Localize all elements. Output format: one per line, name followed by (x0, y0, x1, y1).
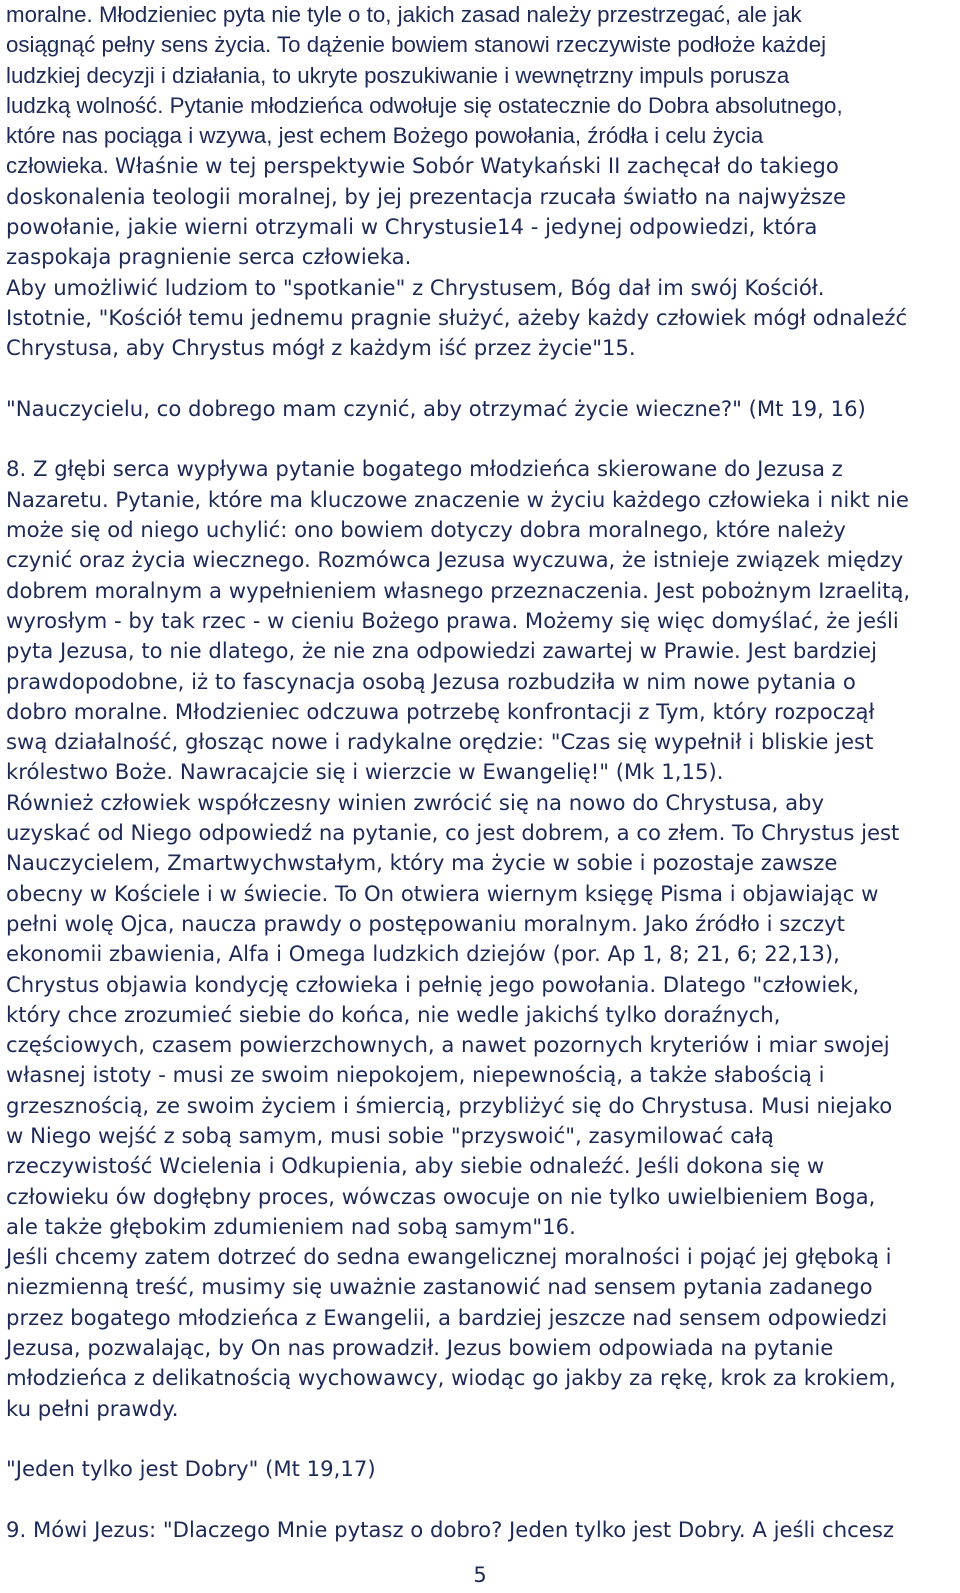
text-span: doskonalenia teologii moralnej, by jej prezentacja rzucała światło na najwyższe (6, 183, 847, 209)
text-span: zaspokaja pragnienie serca człowieka. (6, 244, 412, 270)
text-line (6, 30, 950, 60)
paragraph-block-1 (6, 0, 950, 364)
text-line: pyta Jezusa, to nie dlatego, że nie zna odpowiedzi zawartej w Prawie. Jest bardziej (6, 638, 877, 664)
text-line: pełni wolę Ojca, naucza prawdy o postępowaniu moralnym. Jako źródło i szczyt (6, 910, 845, 936)
text-line: własnej istoty - musi ze swoim niepokojem, niepewnością, a także słabością i (6, 1062, 825, 1088)
text-line: dobrem moralnym a wypełnieniem własnego przeznaczenia. Jest pobożnym Izraelitą, (6, 577, 911, 603)
text-span: ludzką wolność. Pytanie młodzieńca odwołuje się ostatecznie do Dobra absolutnego, (6, 92, 843, 118)
text-line (6, 333, 950, 363)
blank-line (6, 364, 950, 394)
text-span: Aby umożliwić ludziom to "spotkanie" z Chrystusem, Bóg dał im swój Kościół. (6, 274, 825, 300)
text-line: przez bogatego młodzieńca z Ewangelii, a bardziej jeszcze nad sensem odpowiedzi (6, 1304, 888, 1330)
text-line: uzyskać od Niego odpowiedź na pytanie, co jest dobrem, a co złem. To Chrystus jest (6, 820, 900, 846)
text-line (6, 242, 950, 272)
text-line: rzeczywistość Wcielenia i Odkupienia, aby siebie odnaleźć. Jeśli dokona się w (6, 1153, 825, 1179)
text-line: Również człowiek współczesny winien zwrócić się na nowo do Chrystusa, aby (6, 789, 825, 815)
text-line: ku pełni prawdy. (6, 1395, 179, 1421)
text-line: obecny w Kościele i w świecie. To On otwiera wiernym księgę Pisma i objawiając w (6, 880, 879, 906)
text-line: ale także głębokim zdumieniem nad sobą samym"16. (6, 1213, 576, 1239)
text-span: które nas pociąga i wzywa, jest echem Bożego powołania, źródła i celu życia (6, 123, 764, 149)
text-line (6, 151, 950, 181)
text-span: powołanie, jakie wierni otrzymali w Chrystusie14 - jedynej odpowiedzi, która (6, 214, 818, 240)
text-line: czynić oraz życia wiecznego. Rozmówca Jezusa wyczuwa, że istnieje związek między (6, 547, 904, 573)
text-line: grzesznością, ze swoim życiem i śmiercią, przybliżyć się do Chrystusa. Musi niejako (6, 1092, 893, 1118)
page-number: 5 (473, 1563, 487, 1587)
text-span: Właśnie w tej perspektywie Sobór Watykański II zachęcał do takiego (115, 153, 839, 179)
text-line (6, 303, 950, 333)
blank-line (6, 1424, 950, 1454)
text-line: w Niego wejść z sobą samym, musi sobie "przyswoić", zasymilować całą (6, 1122, 774, 1148)
text-span: Chrystusa, aby Chrystus mógł z każdym iść przez życie"15. (6, 335, 636, 361)
scripture-quote-heading-2: "Jeden tylko jest Dobry" (Mt 19,17) (6, 1456, 376, 1482)
text-line: wyrosłym - by tak rzec - w cieniu Bożego prawa. Możemy się więc domyślać, że jeśli (6, 607, 899, 633)
text-line: Nauczycielem, Zmartwychwstałym, który ma życie w sobie i pozostaje zawsze (6, 850, 838, 876)
text-line: Chrystus objawia kondycję człowieka i pełnię jego powołania. Dlatego "człowiek, (6, 971, 860, 997)
text-line: ekonomii zbawienia, Alfa i Omega ludzkich dziejów (por. Ap 1, 8; 21, 6; 22,13), (6, 941, 840, 967)
paragraph-9-first-line: 9. Mówi Jezus: "Dlaczego Mnie pytasz o dobro? Jeden tylko jest Dobry. A jeśli chcesz (6, 1516, 894, 1542)
text-line: który chce zrozumieć siebie do końca, nie wedle jakichś tylko doraźnych, (6, 1001, 781, 1027)
blank-line (6, 1485, 950, 1515)
text-span: ludzkiej decyzji i działania, to ukryte poszukiwanie i wewnętrzny impuls porusza (6, 62, 790, 88)
text-line: 8. Z głębi serca wypływa pytanie bogatego młodzieńca skierowane do Jezusa z (6, 456, 843, 482)
document-page (6, 0, 950, 1545)
text-line: niezmienną treść, musimy się uważnie zastanowić nad sensem pytania zadanego (6, 1274, 873, 1300)
text-line: Jezusa, pozwalając, by On nas prowadził. Jezus bowiem odpowiada na pytanie (6, 1335, 834, 1361)
text-line: Jeśli chcemy zatem dotrzeć do sedna ewangelicznej moralności i pojąć jej głęboką i (6, 1244, 892, 1270)
text-line (6, 61, 950, 91)
text-span: człowieka. (6, 153, 116, 179)
text-line (6, 273, 950, 303)
text-line: może się od niego uchylić: ono bowiem dotyczy dobra moralnego, które należy (6, 517, 846, 543)
text-span: moralne. Młodzieniec pyta nie tyle o to, jakich zasad należy przestrzegać, ale jak (6, 2, 802, 27)
text-line: młodzieńca z delikatnością wychowawcy, wiodąc go jakby za rękę, krok za krokiem, (6, 1365, 896, 1391)
text-line: częściowych, czasem powierzchownych, a nawet pozornych kryteriów i miar swojej (6, 1032, 890, 1058)
text-line (6, 121, 950, 151)
scripture-quote-heading-1: "Nauczycielu, co dobrego mam czynić, aby otrzymać życie wieczne?" (Mt 19, 16) (6, 395, 866, 421)
text-line (6, 91, 950, 121)
blank-line (6, 424, 950, 454)
text-line: królestwo Boże. Nawracajcie się i wierzcie w Ewangelię!" (Mk 1,15). (6, 759, 724, 785)
text-span: Istotnie, "Kościół temu jednemu pragnie służyć, ażeby każdy człowiek mógł odnaleźć (6, 304, 908, 330)
text-line (6, 182, 950, 212)
text-line: człowieku ów dogłębny proces, wówczas owocuje on nie tylko uwielbieniem Boga, (6, 1183, 876, 1209)
text-line: Nazaretu. Pytanie, które ma kluczowe znaczenie w życiu każdego człowieka i nikt nie (6, 486, 909, 512)
text-line: prawdopodobne, iż to fascynacja osobą Jezusa rozbudziła w nim nowe pytania o (6, 668, 856, 694)
text-span: osiągnąć pełny sens życia. To dążenie bowiem stanowi rzeczywiste podłoże każdej (6, 32, 827, 58)
text-line: dobro moralne. Młodzieniec odczuwa potrzebę konfrontacji z Tym, który rozpoczął (6, 698, 875, 724)
paragraph-block-2 (6, 454, 950, 1424)
text-line (6, 0, 950, 30)
text-line (6, 212, 950, 242)
text-line: swą działalność, głosząc nowe i radykalne orędzie: "Czas się wypełnił i bliskie jest (6, 729, 874, 755)
